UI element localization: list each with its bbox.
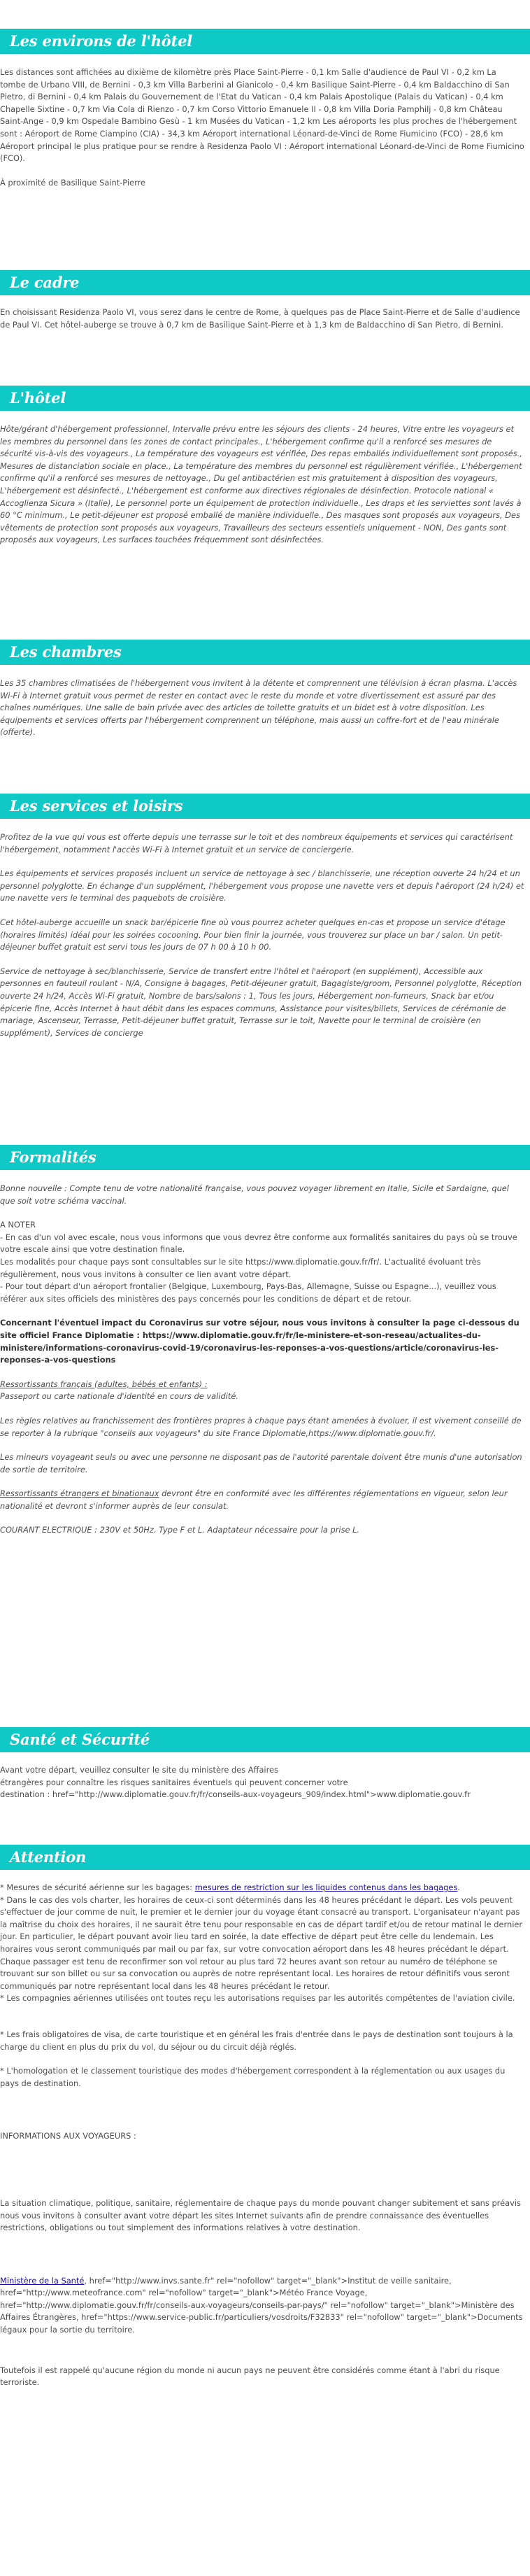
section-body-hotel [0,423,524,547]
liquids-restriction-link[interactable]: mesures de restriction sur les liquides contenus dans les bagages [194,1882,458,1892]
paragraph: À proximité de Basilique Saint-Pierre [0,177,146,188]
paragraph: - Pour tout départ d'un aéroport frontalier (Belgique, Luxembourg, Pays-Bas, Allemagne, Suisse ou Espagne...), veuillez vous référer aux sites officiels des ministères des pays concernés pour les conditions de départ et de retour. [0,1281,496,1304]
subheading-french-nationals: Ressortissants français (adultes, bébés et enfants) : [0,1379,208,1389]
paragraph-links [0,2275,524,2337]
section-body-services [0,831,524,1039]
section-title: Les environs de l'hôtel [10,32,193,50]
section-banner-sante [0,1727,530,1752]
paragraph: * Les compagnies aériennes utilisées ont toutes reçu les autorisations requises par les autorités compétentes de l'aviation civile. [0,1993,515,2004]
section-body-environs [0,66,524,189]
section-body-attention [0,1882,524,2389]
paragraph: nous vous invitons à consulter avant votre départ les sites Internet suivants afin de prendre connaissance des éventuelles restrictions, obligations ou tout simplement des informations relatives à votre destination. [0,2210,489,2233]
section-banner-environs [0,29,530,54]
section-banner-services [0,794,530,819]
paragraph: Passeport ou carte nationale d'identité en cours de validité. [0,1391,238,1402]
paragraph: Les mineurs voyageant seuls ou avec une personne ne disposant pas de l'autorité parentale doivent être munis d'une autorisation de sortie de territoire. [0,1452,522,1474]
paragraph: Service de nettoyage à sec/blanchisserie, Service de transfert entre l'hôtel et l'aéroport (en supplément), Accessible aux personnes en fauteuil roulant - N/A, Consigne à bagages, Petit-déjeuner gratuit, Bagagiste/groom, Personnel polyglotte, Réception ouverte 24 h/24, Accès Wi-Fi gratuit, Nombre de bars/salons : 1, Tous les jours, Hébergement non-fumeurs, Snack bar et/ou épicerie fine, Accès Internet à haut débit dans les espaces communs, Assistance pour visites/billets, Services de cérémonie de mariage, Ascenseur, Terrasse, Petit-déjeuner buffet gratuit, Terrasse sur le toit, Navette pour le terminal de croisière (en supplément), Services de concierge [0,966,522,1038]
paragraph: Les équipements et services proposés incluent un service de nettoyage à sec / blanchisserie, une réception ouverte 24 h/24 et un personnel polyglotte. En échange d'un supplément, l'hébergement vous propose une navette vers et depuis l'aéroport (24 h/24) et une navette vers le terminal des paquebots de croisière. [0,868,524,903]
section-title: Le cadre [10,274,80,291]
section-banner-cadre [0,270,530,295]
paragraph: * Dans le cas des vols charter, les horaires de ceux-ci sont déterminés dans les 48 heures précédant le départ. Les vols peuvent s'effectuer de jour comme de nuit, le premier et le dernier jour du voyage étant consacré au transport. L'organisateur n'ayant pas la maîtrise du choix des horaires, il ne saurait être tenu pour responsable en cas de départ tardif et/ou de retour matinal le dernier jour. En particulier, le départ pouvant avoir lieu tard en soirée, la date effective de départ peut être celle du lendemain. Les horaires vous seront communiqués par mail ou par fax, sur votre convocation aéroport dans les 48 heures précédant le départ. Chaque passager est tenu de reconfirmer son vol retour au plus tard 72 heures avant son retour au numéro de téléphone se trouvant sur son billet ou sur sa convocation ou auprès de notre représentant local. Les horaires de retour définitifs vous seront communiqués par notre représentant local dans les 48 heures précédant le retour. [0,1894,523,1991]
section-banner-hotel [0,386,530,411]
paragraph: Les 35 chambres climatisées de l'hébergement vous invitent à la détente et comprennent une télévision à écran plasma. L'accès Wi-Fi à Internet gratuit vous permet de rester en contact avec le reste du monde et votre divertissement est assuré par des chaînes numériques. Une salle de bain privée avec des articles de toilette gratuits et un bidet est à votre disposition. Les équipements et services offerts par l'hébergement comprennent un téléphone, mais aussi un coffre-fort et de l'eau minérale (offerte). [0,678,517,738]
paragraph: Hôte/gérant d'hébergement professionnel, Intervalle prévu entre les séjours des clients - 24 heures, Vitre entre les voyageurs et les membres du personnel dans les zones de contact principales., L'hébergement confirme qu'il a renforcé ses mesures de sécurité vis-à-vis des voyageurs., La température des voyageurs est vérifiée, Des repas emballés individuellement sont proposés., Mesures de distanciation sociale en place., La température des membres du personnel est régulièrement vérifiée., L'hébergement confirme qu'il a renforcé ses mesures de nettoyage., Du gel antibactérien est mis gratuitement à disposition des voyageurs, L'hébergement est désinfecté., L'hébergement est conforme aux directives régionales de désinfection. Protocole national « Accoglienza Sicura » (Italie), Le personnel porte un équipement de protection individuelle., Les draps et les serviettes sont lavés à 60 °C minimum., Le petit-déjeuner est proposé emballé de manière individuelle., Des masques sont proposés aux voyageurs, Des vêtements de protection sont proposés aux voyageurs, Travailleurs des secteurs essentiels uniquement - NON, Des gants sont proposés aux voyageurs, Les surfaces touchées fréquemment sont désinfectées. [0,424,522,545]
section-title: Les chambres [10,643,122,661]
info-heading: INFORMATIONS AUX VOYAGEURS : [0,2131,136,2141]
paragraph: En choisissant Residenza Paolo VI, vous serez dans le centre de Rome, à quelques pas de Place Saint-Pierre et de Salle d'audience de Paul VI. Cet hôtel-auberge se trouve à 0,7 km de Basilique Saint-Pierre et à 1,3 km de Baldacchino di San Pietro, di Bernini. [0,307,520,330]
paragraph: La situation climatique, politique, sanitaire, réglementaire de chaque pays du monde pouvant changer subitement et sans préavis [0,2197,521,2208]
health-ministry-link[interactable]: Ministère de la Santé [0,2275,85,2286]
paragraph-text: , href="http://www.invs.sante.fr" rel="nofollow" target="_blank">Institut de veille sanitaire, href="http://www.meteofrance.com" rel="nofollow" target="_blank">Météo France Voyage, href="http://www.diplomatie.gouv.fr/fr/conseils-aux-voyageurs/conseils-par-pays/" rel="nofollow" target="_blank">Ministère des Affaires Étrangères, href="https://www.service-public.fr/particuliers/vosdroits/F32833" rel="nofollow" target="_blank">Documents légaux pour la sortie du territoire. [0,2275,523,2335]
paragraph [0,1882,524,1894]
paragraph-foreign-nationals [0,1488,524,1512]
paragraph: * L'homologation et le classement touristique des modes d'hébergement correspondent à la réglementation ou aux usages du pays de destination. [0,2066,506,2088]
covid-notice: Concernant l'éventuel impact du Coronavirus sur votre séjour, nous vous invitons à consulter la page ci-dessous du site officiel France Diplomatie : https://www.diplomatie.gouv.fr/fr/le-ministere-et-son-reseau/actualites-du-ministere/informations-coronavirus-covid-19/coronavirus-les-reponses-a-vos-questions/article/coronavirus-les-reponses-a-vos-questions [0,1318,520,1365]
section-body-cadre [0,307,524,331]
electrical-info: COURANT ELECTRIQUE : 230V et 50Hz. Type F et L. Adaptateur nécessaire pour la prise L. [0,1525,360,1535]
paragraph: Cet hôtel-auberge accueille un snack bar/épicerie fine où vous pourrez acheter quelques en-cas et propose un service d'étage (horaires limités) idéal pour les soirées cocooning. Pour bien finir la journée, vous trouverez sur place un bar / salon. Un petit-déjeuner buffet gratuit est servi tous les jours de 07 h 00 à 10 h 00. [0,917,506,952]
section-title: Santé et Sécurité [10,1731,150,1748]
paragraph: * Les frais obligatoires de visa, de carte touristique et en général les frais d'entrée dans le pays de destination sont toujours à la charge du client en plus du prix du vol, du séjour ou du circuit déjà réglés. [0,2029,513,2052]
paragraph: Les règles relatives au franchissement des frontières propres à chaque pays étant amenées à évoluer, il est vivement conseillé de se reporter à la rubrique "conseils aux voyageurs" du site France Diplomatie,https://www.diplomatie.gouv.fr/. [0,1415,522,1438]
section-banner-formalites [0,1145,530,1170]
paragraph: Les modalités pour chaque pays sont consultables sur le site https://www.diplomatie.gouv.fr/fr/. L'actualité évoluant très régulièrement, nous vous invitons à consulter ce lien avant votre départ. [0,1256,481,1279]
section-body-sante [0,1764,524,1801]
paragraph: destination : href="http://www.diplomatie.gouv.fr/fr/conseils-aux-voyageurs_909/index.html">www.diplomatie.gouv.fr [0,1789,471,1800]
foreign-nationals-text: devront être en conformité avec les différentes réglementations en vigueur, selon leur nationalité et devront s'informer auprès de leur consulat. [0,1488,508,1511]
subheading-foreign-nationals: Ressortissants étrangers et binationaux [0,1488,159,1499]
paragraph-text: . [457,1882,460,1892]
section-title: Formalités [10,1148,96,1166]
section-title: Les services et loisirs [10,797,183,815]
section-title: Attention [10,1848,87,1866]
paragraph: Les distances sont affichées au dixième de kilomètre près Place Saint-Pierre - 0,1 km Salle d'audience de Paul VI - 0,2 km La tombe de Urbano VIII, de Bernini - 0,3 km Villa Barberini al Gianicolo - 0,4 km Basilique Saint-Pierre - 0,4 km Baldacchino di San Pietro, di Bernini - 0,4 km Palais du Gouvernement de l'Etat du Vatican - 0,4 km Palais Apostolique (Palais du Vatican) - 0,4 km Chapelle Sixtine - 0,7 km Via Cola di Rienzo - 0,7 km Corso Vittorio Emanuele II - 0,8 km Villa Doria Pamphilj - 0,8 km Château Saint-Ange - 0,9 km Ospedale Bambino Gesù - 1 km Musées du Vatican - 1,2 km Les aéroports les plus proches de l'hébergement sont : Aéroport de Rome Ciampino (CIA) - 34,3 km Aéroport international Léonard-de-Vinci de Rome Fiumicino (FCO) - 28,6 km Aéroport principal le plus pratique pour se rendre à Residenza Paolo VI : Aéroport international Léonard-de-Vinci de Rome Fiumicino (FCO). [0,67,524,164]
section-body-formalites [0,1183,524,1537]
paragraph: Bonne nouvelle : Compte tenu de votre nationalité française, vous pouvez voyager librement en Italie, Sicile et Sardaigne, quel que soit votre schéma vaccinal. [0,1183,509,1206]
paragraph: Toutefois il est rappelé qu'aucune région du monde ni aucun pays ne peuvent être considérés comme étant à l'abri du risque terroriste. [0,2365,500,2388]
paragraph-text: * Mesures de sécurité aérienne sur les bagages: [0,1882,195,1892]
note-heading: A NOTER [0,1220,36,1230]
paragraph: étrangères pour connaître les risques sanitaires éventuels qui peuvent concerner votre [0,1777,348,1787]
section-banner-chambres [0,640,530,665]
paragraph: Profitez de la vue qui vous est offerte depuis une terrasse sur le toit et des nombreux équipements et services qui caractérisent l'hébergement, notamment l'accès Wi-Fi à Internet gratuit et un service de conciergerie. [0,832,513,854]
section-banner-attention [0,1845,530,1870]
paragraph: - En cas d'un vol avec escale, nous vous informons que vous devrez être conforme aux formalités sanitaires du pays où se trouve votre escale ainsi que votre destination finale. [0,1232,517,1255]
section-body-chambres [0,677,524,739]
section-title: L'hôtel [10,389,66,407]
paragraph: Avant votre départ, veuillez consulter le site du ministère des Affaires [0,1765,278,1775]
